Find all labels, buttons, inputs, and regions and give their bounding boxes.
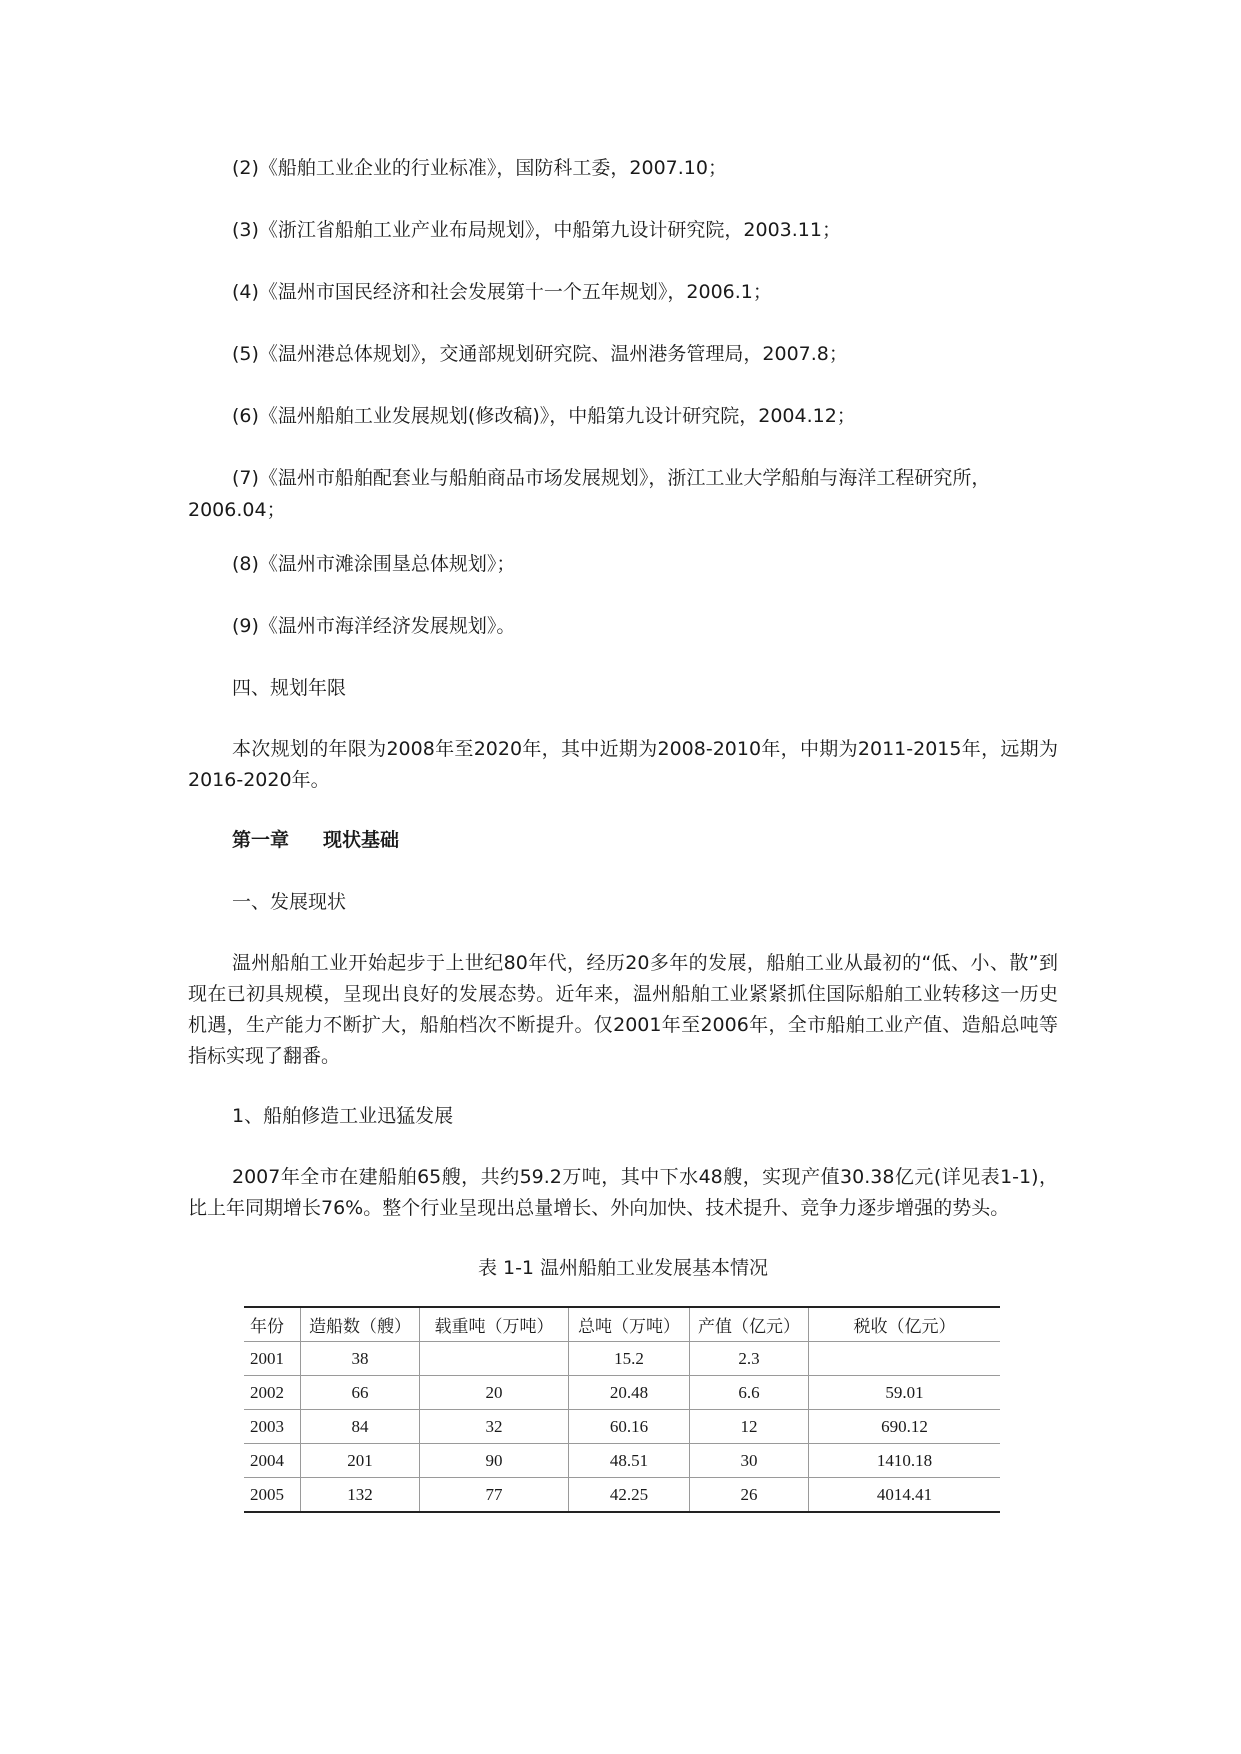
table-cell: 32 — [420, 1410, 569, 1444]
column-header: 造船数（艘） — [301, 1307, 420, 1342]
table-row — [244, 1478, 1000, 1513]
reference-item: (3)《浙江省船舶工业产业布局规划》，中船第九设计研究院，2003.11； — [232, 219, 841, 241]
reference-item: (9)《温州市海洋经济发展规划》。 — [232, 615, 516, 637]
chapter-name: 现状基础 — [323, 829, 400, 851]
table-cell: 48.51 — [569, 1444, 690, 1478]
paragraph-shipbuilding: 2007年全市在建船舶65艘，共约59.2万吨，其中下水48艘，实现产值30.38亿元(详见表1-1)，比上年同期增长76%。整个行业呈现出总量增长、外向加快、技术提升、竞争力逐步增强的势头。 — [188, 1166, 1058, 1219]
table-cell: 2001 — [244, 1342, 301, 1376]
table-cell: 4014.41 — [809, 1478, 1001, 1513]
table-cell: 15.2 — [569, 1342, 690, 1376]
table-cell: 90 — [420, 1444, 569, 1478]
reference-item: (6)《温州船舶工业发展规划(修改稿)》，中船第九设计研究院，2004.12； — [232, 405, 856, 427]
table-cell — [809, 1342, 1001, 1376]
column-header: 总吨（万吨） — [569, 1307, 690, 1342]
section-heading-status: 一、发展现状 — [232, 891, 347, 913]
paragraph-planning-period: 本次规划的年限为2008年至2020年，其中近期为2008-2010年，中期为2011-2015年，远期为2016-2020年。 — [188, 738, 1058, 791]
table-caption: 表 1-1 温州船舶工业发展基本情况 — [477, 1257, 769, 1279]
column-header: 税收（亿元） — [809, 1307, 1001, 1342]
table-cell: 6.6 — [690, 1376, 809, 1410]
reference-item: (8)《温州市滩涂围垦总体规划》； — [232, 553, 516, 575]
table-cell: 20.48 — [569, 1376, 690, 1410]
column-header: 产值（亿元） — [690, 1307, 809, 1342]
table-cell: 201 — [301, 1444, 420, 1478]
table-cell: 132 — [301, 1478, 420, 1513]
table-row — [244, 1376, 1000, 1410]
table-cell: 77 — [420, 1478, 569, 1513]
table-row — [244, 1410, 1000, 1444]
column-header: 载重吨（万吨） — [420, 1307, 569, 1342]
table-cell: 60.16 — [569, 1410, 690, 1444]
reference-item: (5)《温州港总体规划》，交通部规划研究院、温州港务管理局，2007.8； — [232, 343, 848, 365]
paragraph-status: 温州船舶工业开始起步于上世纪80年代，经历20多年的发展，船舶工业从最初的“低、小、散”到现在已初具规模，呈现出良好的发展态势。近年来，温州船舶工业紧紧抓住国际船舶工业转移这一历史机遇，生产能力不断扩大，船舶档次不断提升。仅2001年至2006年，全市船舶工业产值、造船总吨等指标实现了翻番。 — [188, 952, 1058, 1067]
reference-item: (2)《船舶工业企业的行业标准》，国防科工委，2007.10； — [232, 157, 727, 179]
table-header-row — [244, 1307, 1000, 1342]
table-cell: 12 — [690, 1410, 809, 1444]
table-cell: 1410.18 — [809, 1444, 1001, 1478]
table-row — [244, 1444, 1000, 1478]
table-cell: 2002 — [244, 1376, 301, 1410]
table-cell: 66 — [301, 1376, 420, 1410]
table-cell — [420, 1342, 569, 1376]
reference-item: (7)《温州市船舶配套业与船舶商品市场发展规划》，浙江工业大学船舶与海洋工程研究所，2006.04； — [188, 467, 991, 521]
column-header: 年份 — [244, 1307, 301, 1342]
table-cell: 690.12 — [809, 1410, 1001, 1444]
page-content — [188, 152, 1058, 1513]
chapter-title — [188, 824, 1058, 856]
table-cell: 20 — [420, 1376, 569, 1410]
table-cell: 42.25 — [569, 1478, 690, 1513]
table-cell: 84 — [301, 1410, 420, 1444]
table-cell: 59.01 — [809, 1376, 1001, 1410]
table-cell: 38 — [301, 1342, 420, 1376]
table-row — [244, 1342, 1000, 1376]
chapter-number: 第一章 — [232, 829, 290, 851]
table-cell: 30 — [690, 1444, 809, 1478]
ship-industry-table — [244, 1306, 1000, 1513]
table-cell: 2004 — [244, 1444, 301, 1478]
subsection-heading-shipbuilding: 1、船舶修造工业迅猛发展 — [232, 1105, 454, 1127]
table-cell: 2005 — [244, 1478, 301, 1513]
table-cell: 2003 — [244, 1410, 301, 1444]
reference-item: (4)《温州市国民经济和社会发展第十一个五年规划》，2006.1； — [232, 281, 772, 303]
table-cell: 2.3 — [690, 1342, 809, 1376]
section-heading-planning-period: 四、规划年限 — [232, 677, 347, 699]
table-cell: 26 — [690, 1478, 809, 1513]
